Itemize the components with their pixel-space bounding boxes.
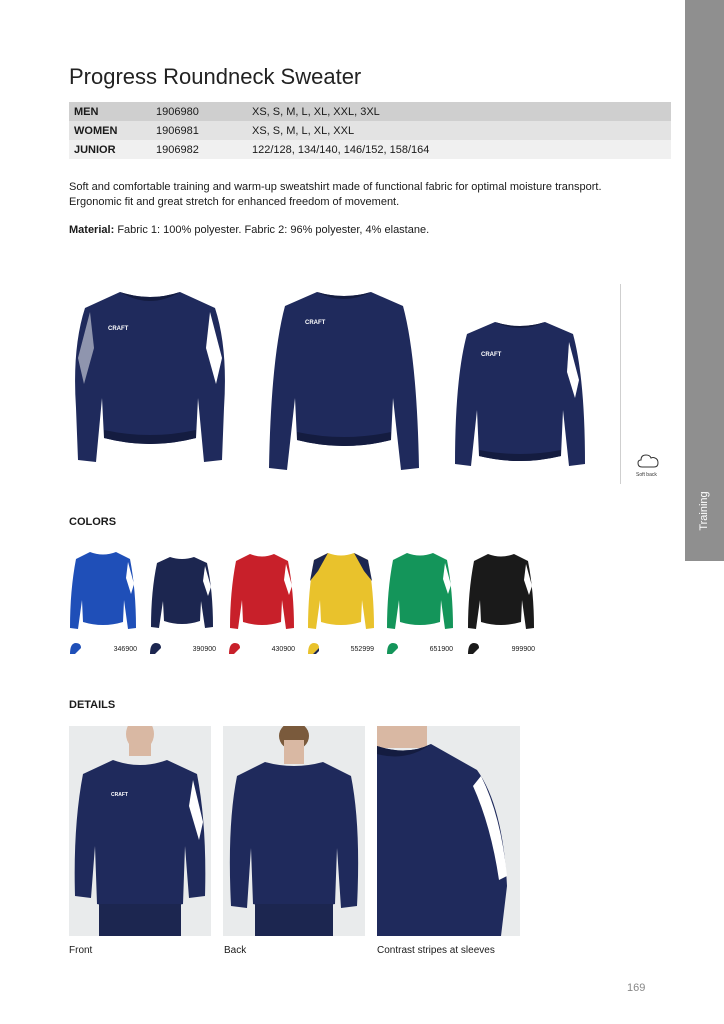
detail-photo-sleeve	[377, 726, 520, 936]
size-range: 122/128, 134/140, 146/152, 158/164	[252, 143, 430, 156]
page-title: Progress Roundneck Sweater	[69, 64, 362, 89]
color-swatch	[467, 642, 480, 655]
cloud-icon	[637, 453, 659, 469]
back-model-image	[223, 726, 365, 936]
sleeve-closeup-image	[377, 726, 520, 936]
color-code: 651900	[429, 646, 453, 653]
size-category: WOMEN	[74, 124, 118, 137]
side-tab-label: Training	[698, 491, 710, 531]
material-text: Fabric 1: 100% polyester. Fabric 2: 96% polyester, 4% elastane.	[117, 224, 430, 236]
color-thumbnail	[68, 550, 138, 632]
color-thumbnail	[466, 552, 536, 632]
color-code: 552999	[350, 646, 374, 653]
craft-logo: CRAFT	[111, 792, 128, 798]
color-swatch	[228, 642, 241, 655]
color-thumbnail	[306, 551, 376, 632]
size-row	[69, 121, 671, 140]
detail-caption: Back	[224, 945, 247, 956]
material-label: Material:	[69, 224, 115, 236]
color-code: 430900	[271, 646, 295, 653]
article-number: 1906981	[156, 124, 199, 137]
details-heading: DETAILS	[69, 699, 116, 711]
detail-caption: Contrast stripes at sleeves	[377, 945, 495, 956]
craft-logo: CRAFT	[305, 320, 326, 326]
detail-photo-front	[69, 726, 211, 936]
size-category: MEN	[74, 105, 99, 118]
size-row	[69, 102, 671, 121]
sweater-men-image	[70, 288, 230, 466]
size-range: XS, S, M, L, XL, XXL, 3XL	[252, 105, 380, 118]
color-thumbnail	[228, 552, 296, 632]
size-range: XS, S, M, L, XL, XXL	[252, 124, 355, 137]
color-code: 346900	[113, 646, 137, 653]
size-table	[69, 102, 671, 159]
colors-heading: COLORS	[69, 516, 117, 528]
front-model-image	[69, 726, 211, 936]
divider	[620, 284, 621, 484]
sweater-women-image	[265, 288, 423, 474]
side-tab	[685, 0, 724, 561]
color-swatch	[307, 642, 320, 655]
craft-logo: CRAFT	[481, 352, 502, 358]
size-category: JUNIOR	[74, 143, 116, 156]
color-thumbnail	[385, 551, 455, 632]
color-thumbnail	[149, 555, 215, 631]
article-number: 1906980	[156, 105, 199, 118]
detail-photo-back	[223, 726, 365, 936]
article-number: 1906982	[156, 143, 199, 156]
size-row	[69, 140, 671, 159]
color-swatch	[69, 642, 82, 655]
product-description: Soft and comfortable training and warm-up sweatshirt made of functional fabric for optimal moisture transport. Ergonomic fit and great stretch for enhanced freedom of movement.	[69, 181, 602, 208]
material-line	[69, 224, 429, 236]
page-number: 169	[627, 982, 646, 994]
sweater-junior-image	[453, 318, 587, 470]
feature-label: Soft back	[636, 472, 657, 478]
craft-logo: CRAFT	[108, 326, 129, 332]
detail-caption: Front	[69, 945, 93, 956]
color-swatch	[386, 642, 399, 655]
color-code: 390900	[192, 646, 216, 653]
color-code: 999900	[511, 646, 535, 653]
color-swatch	[149, 642, 162, 655]
